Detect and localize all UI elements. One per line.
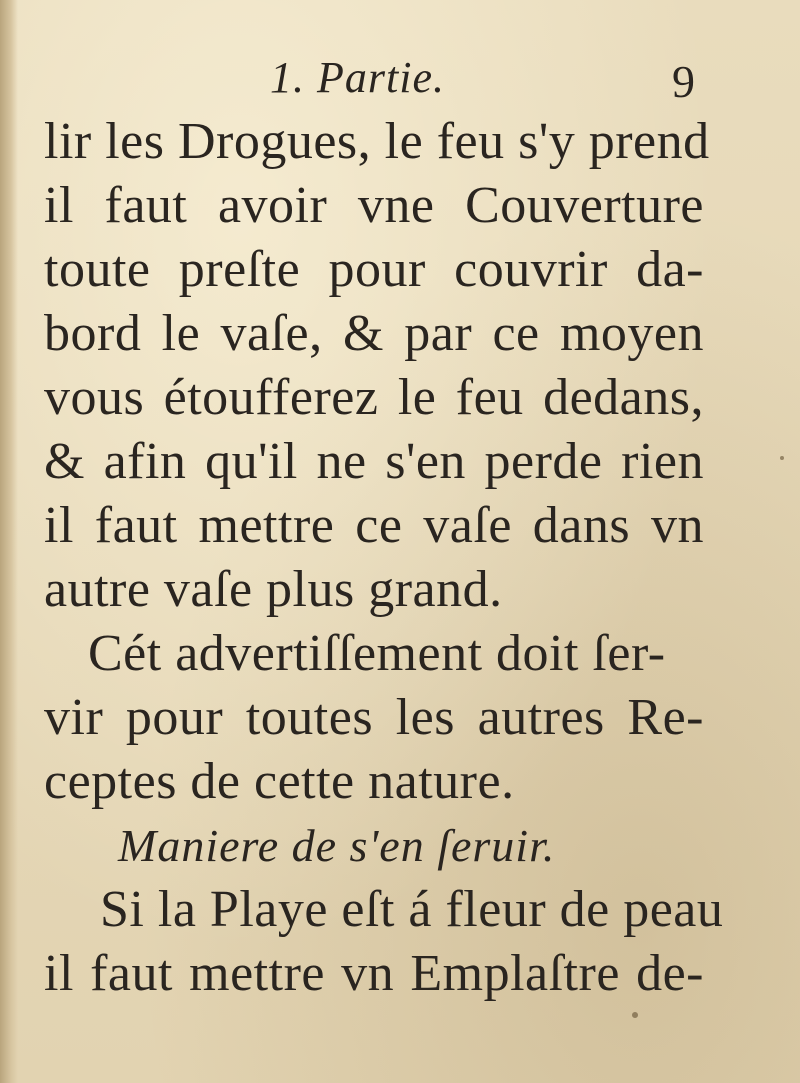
text-line: autre vaſe plus grand.: [44, 561, 503, 618]
paper-spot: [632, 1012, 638, 1018]
text-line: toute preſte pour couvrir da-: [44, 241, 704, 298]
text-line: il faut avoir vne Couverture: [44, 177, 704, 234]
text-line: bord le vaſe, & par ce moyen: [44, 305, 704, 362]
paper-spot: [780, 456, 784, 460]
text-line: ceptes de cette nature.: [44, 753, 515, 810]
page-gutter-shadow: [0, 0, 18, 1083]
page-header: [0, 50, 800, 110]
text-line: vir pour toutes les autres Re-: [44, 689, 704, 746]
text-line: il faut mettre ce vaſe dans vn: [44, 497, 704, 554]
text-line: & afin qu'il ne s'en perde rien: [44, 433, 704, 490]
page-number: 9: [672, 56, 695, 107]
paragraph-first-line: Cét advertiſſement doit ſer-: [88, 625, 666, 682]
running-head: 1. Partie.: [270, 53, 445, 102]
text-line: lir les Drogues, le feu s'y prend: [44, 113, 710, 170]
text-line: vous étoufferez le feu dedans,: [44, 369, 704, 426]
section-heading: Maniere de s'en ſeruir.: [118, 820, 556, 871]
paragraph-first-line: Si la Playe eſt á fleur de peau: [100, 881, 724, 938]
text-line: il faut mettre vn Emplaſtre de-: [44, 945, 704, 1002]
page-body: [44, 110, 724, 1006]
